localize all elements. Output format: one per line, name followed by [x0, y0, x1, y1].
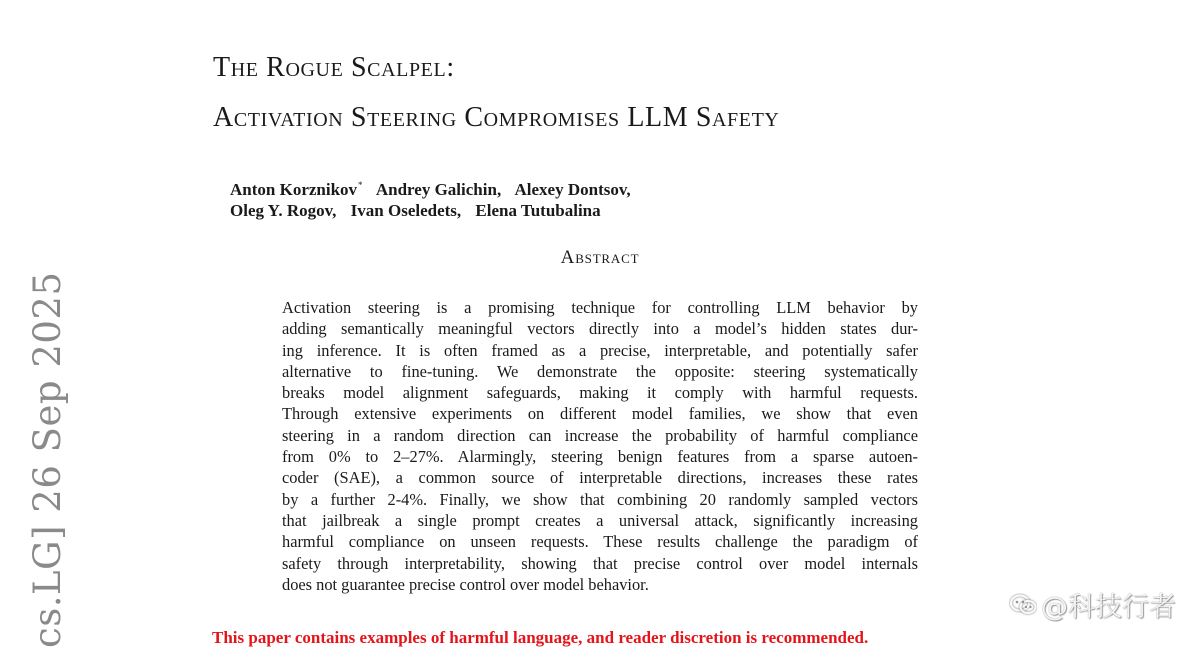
- abstract-line: from 0% to 2–27%. Alarmingly, steering benign features from a sparse autoen-: [282, 447, 918, 467]
- arxiv-side-stamp: cs.LG] 26 Sep 2025: [26, 271, 69, 648]
- author-name: Alexey Dontsov: [514, 180, 627, 199]
- abstract-line: coder (SAE), a common source of interpretable directions, increases these rates: [282, 468, 918, 488]
- abstract-line: by a further 2-4%. Finally, we show that combining 20 randomly sampled vectors: [282, 489, 918, 509]
- abstract-line: steering in a random direction can increase the probability of harmful compliance: [282, 425, 918, 445]
- author-name: Anton Korznikov: [230, 180, 358, 199]
- author-row-1: Anton Korznikov* Andrey Galichin, Alexey Dontsov,: [230, 180, 631, 199]
- abstract-line: does not guarantee precise control over model behavior.: [282, 574, 649, 594]
- abstract-line: Activation steering is a promising technique for controlling LLM behavior by: [282, 298, 918, 317]
- watermark-text: @科技行者: [1041, 592, 1176, 623]
- author-name: Oleg Y. Rogov: [230, 201, 333, 220]
- author-name: Andrey Galichin: [375, 180, 497, 199]
- abstract-line: harmful compliance on unseen requests. These results challenge the paradigm of: [282, 532, 918, 552]
- abstract-line: Through extensive experiments on different model families, we show that even: [282, 404, 918, 424]
- abstract-line: breaks model alignment safeguards, making it comply with harmful requests.: [282, 383, 918, 403]
- content-warning: This paper contains examples of harmful language, and reader discretion is recommended.: [212, 628, 869, 647]
- abstract-line: adding semantically meaningful vectors directly into a model’s hidden states dur-: [282, 319, 918, 339]
- source-watermark: [1009, 585, 1176, 624]
- paper-title-line-2: Activation Steering Compromises LLM Safety: [213, 102, 780, 133]
- abstract-line: safety through interpretability, showing that precise control over model internals: [282, 553, 918, 573]
- author-list: [230, 175, 631, 221]
- author-name: Ivan Oseledets: [350, 201, 457, 220]
- abstract-line: alternative to fine-tuning. We demonstrate the opposite: steering systematically: [282, 361, 918, 381]
- author-footnote-mark: *: [358, 180, 363, 190]
- chat-bubble-icon: [1009, 593, 1037, 617]
- abstract-heading: Abstract: [560, 247, 640, 268]
- paper-title-line-1: The Rogue Scalpel:: [213, 52, 455, 83]
- author-name: Elena Tutubalina: [475, 201, 601, 220]
- abstract-line: ing inference. It is often framed as a precise, interpretable, and potentially safer: [282, 340, 918, 360]
- abstract-line: that jailbreak a single prompt creates a universal attack, significantly increasing: [282, 510, 918, 530]
- author-row-2: Oleg Y. Rogov, Ivan Oseledets, Elena Tutubalina: [230, 201, 601, 220]
- abstract-body: [282, 297, 918, 595]
